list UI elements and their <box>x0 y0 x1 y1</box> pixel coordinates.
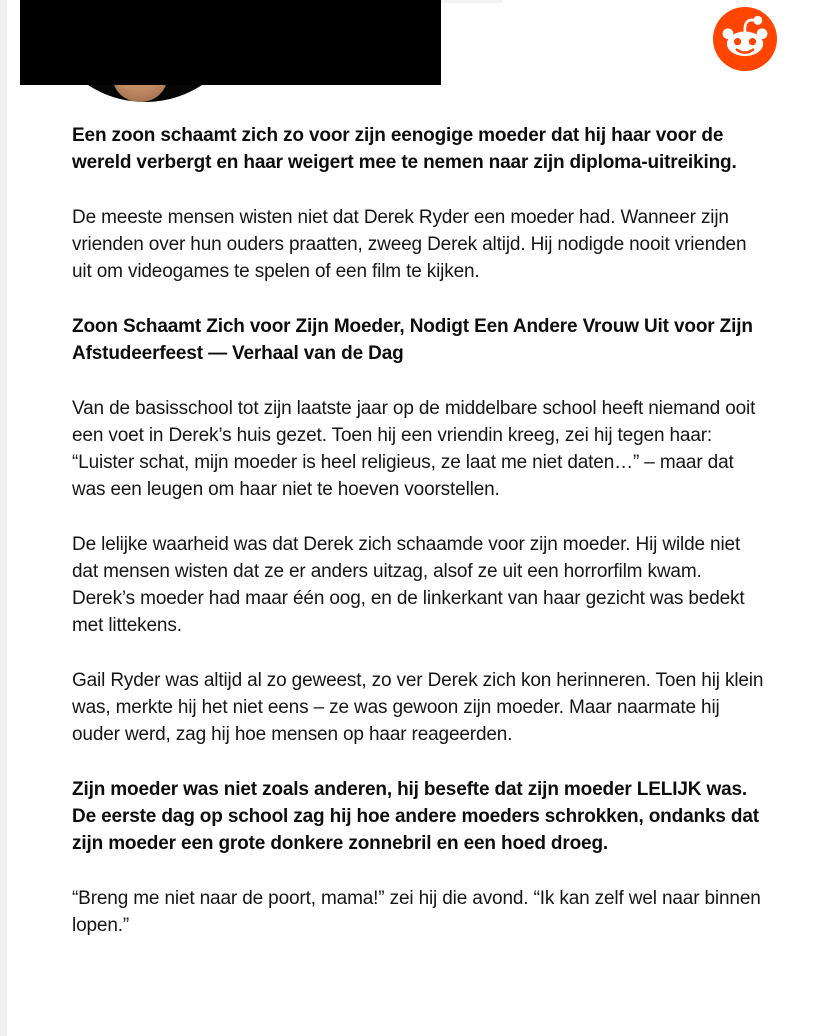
story-paragraph-emphasis: Zijn moeder was niet zoals anderen, hij besefte dat zijn moeder LELIJK was. De eerste dag op school zag hij hoe andere moeders schrokken, ondanks dat zijn moeder een grote donkere zonnebril en een hoed droeg. <box>72 779 759 854</box>
intro-paragraph: Een zoon schaamt zich zo voor zijn eenogige moeder dat hij haar voor de wereld verbergt en haar weigert mee te nemen naar zijn diploma-uitreiking. <box>72 125 737 173</box>
story-paragraph: Gail Ryder was altijd al zo geweest, zo ver Derek zich kon herinneren. Toen hij klein was, merkte hij het niet eens – ze was gewoon zijn moeder. Maar naarmate hij ouder werd, zag hij hoe mensen op haar reageerden. <box>72 670 764 745</box>
reddit-logo-icon <box>713 7 777 71</box>
story-paragraph: De lelijke waarheid was dat Derek zich schaamde voor zijn moeder. Hij wilde niet dat mensen wisten dat ze er anders uitzag, alsof ze uit een horrorfilm kwam. Derek’s moeder had maar één oog, en de linkerkant van haar gezicht was bedekt met littekens. <box>72 534 745 636</box>
story-paragraph: Van de basisschool tot zijn laatste jaar op de middelbare school heeft niemand ooit een voet in Derek’s huis gezet. Toen hij een vriendin kreeg, zei hij tegen haar: “Luister schat, mijn moeder is heel religieus, ze laat me niet daten…” – maar dat was een leugen om haar niet te hoeven voorstellen. <box>72 398 756 500</box>
story-paragraph: De meeste mensen wisten niet dat Derek Ryder een moeder had. Wanneer zijn vrienden over hun ouders praatten, zweeg Derek altijd. Hij nodigde nooit vrienden uit om videogames te spelen of een film te kijken. <box>72 207 747 282</box>
article-body <box>72 122 764 967</box>
page-edge-topline <box>441 0 502 3</box>
redaction-box <box>20 0 441 85</box>
story-paragraph-clipped: “Breng me niet naar de poort, mama!” zei hij die avond. “Ik kan zelf wel naar binnen lopen.” <box>72 888 761 936</box>
page-edge-shadow <box>0 0 7 1036</box>
story-heading: Zoon Schaamt Zich voor Zijn Moeder, Nodigt Een Andere Vrouw Uit voor Zijn Afstudeerfeest — Verhaal van de Dag <box>72 316 753 364</box>
reddit-snoo-icon <box>713 7 777 71</box>
